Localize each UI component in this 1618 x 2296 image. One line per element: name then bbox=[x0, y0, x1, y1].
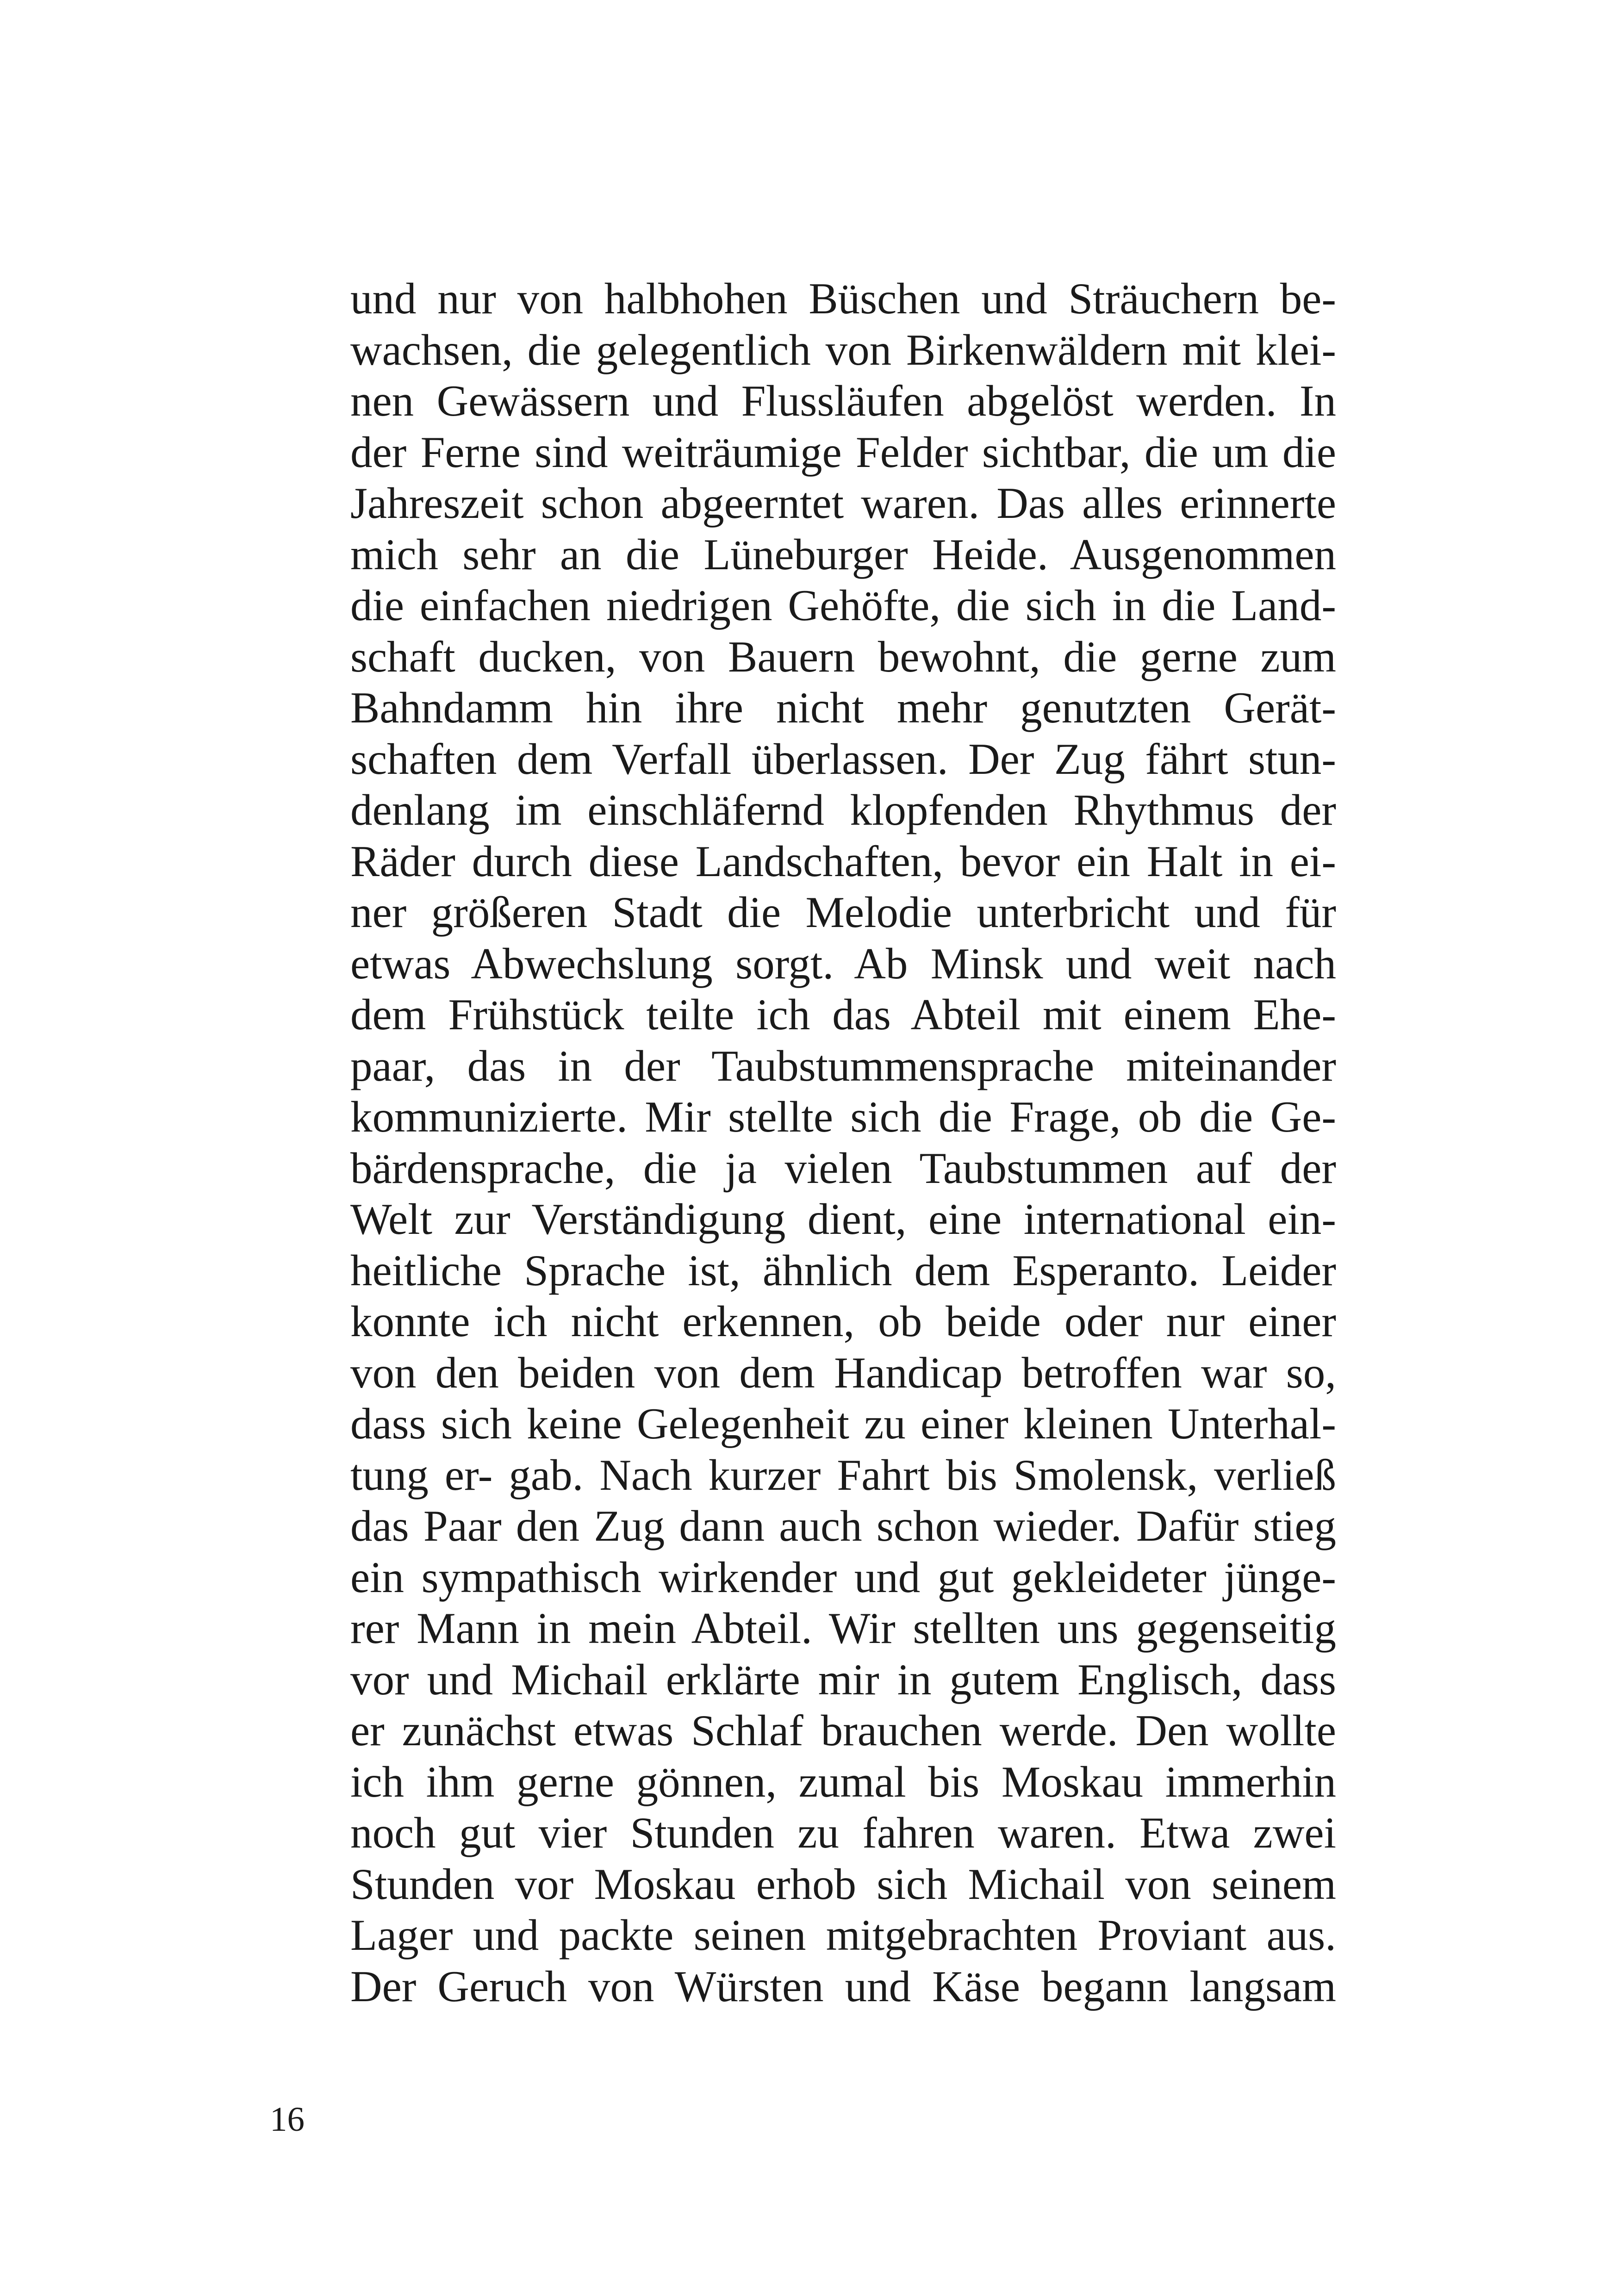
text-line: ein sympathisch wirkender und gut gekleideter jünge- bbox=[350, 1553, 1336, 1602]
text-line: mich sehr an die Lüneburger Heide. Ausgenommen bbox=[350, 530, 1336, 579]
text-line: kommunizierte. Mir stellte sich die Frage, ob die Ge- bbox=[350, 1092, 1336, 1141]
text-line: nen Gewässern und Flussläufen abgelöst werden. In bbox=[350, 376, 1336, 425]
text-line: dass sich keine Gelegenheit zu einer kleinen Unterhal- bbox=[350, 1399, 1336, 1448]
text-line: heitliche Sprache ist, ähnlich dem Esperanto. Leider bbox=[350, 1246, 1336, 1295]
text-line: tung er- gab. Nach kurzer Fahrt bis Smolensk, verließ bbox=[350, 1450, 1336, 1500]
text-line: das Paar den Zug dann auch schon wieder. Dafür stieg bbox=[350, 1501, 1336, 1550]
text-line: konnte ich nicht erkennen, ob beide oder nur einer bbox=[350, 1297, 1336, 1346]
text-line: Stunden vor Moskau erhob sich Michail von seinem bbox=[350, 1860, 1336, 1909]
text-line: noch gut vier Stunden zu fahren waren. Etwa zwei bbox=[350, 1808, 1336, 1857]
text-line: vor und Michail erklärte mir in gutem Englisch, dass bbox=[350, 1655, 1336, 1704]
text-line: bärdensprache, die ja vielen Taubstummen auf der bbox=[350, 1144, 1336, 1193]
text-line: der Ferne sind weiträumige Felder sichtbar, die um die bbox=[350, 428, 1336, 477]
text-line: Jahreszeit schon abgeerntet waren. Das alles erinnerte bbox=[350, 479, 1336, 528]
text-line: Der Geruch von Würsten und Käse begann langsam bbox=[350, 1962, 1336, 2011]
text-line: wachsen, die gelegentlich von Birkenwäldern mit klei- bbox=[350, 325, 1336, 374]
text-line: Bahndamm hin ihre nicht mehr genutzten Gerät- bbox=[350, 683, 1336, 732]
text-line: ich ihm gerne gönnen, zumal bis Moskau immerhin bbox=[350, 1757, 1336, 1806]
text-line: Welt zur Verständigung dient, eine international ein- bbox=[350, 1195, 1336, 1244]
text-line: rer Mann in mein Abteil. Wir stellten uns gegenseitig bbox=[350, 1604, 1336, 1653]
text-line: schaften dem Verfall überlassen. Der Zug fährt stun- bbox=[350, 734, 1336, 784]
text-line: schaft ducken, von Bauern bewohnt, die gerne zum bbox=[350, 632, 1336, 681]
page-number: 16 bbox=[270, 2100, 305, 2139]
text-line: etwas Abwechslung sorgt. Ab Minsk und weit nach bbox=[350, 939, 1336, 988]
text-line: ner größeren Stadt die Melodie unterbricht und für bbox=[350, 888, 1336, 937]
text-line: denlang im einschläfernd klopfenden Rhythmus der bbox=[350, 785, 1336, 834]
text-line: von den beiden von dem Handicap betroffen war so, bbox=[350, 1348, 1336, 1397]
text-line: und nur von halbhohen Büschen und Sträuchern be- bbox=[350, 274, 1336, 323]
text-line: die einfachen niedrigen Gehöfte, die sich in die Land- bbox=[350, 581, 1336, 630]
text-line: dem Frühstück teilte ich das Abteil mit einem Ehe- bbox=[350, 990, 1336, 1039]
text-line: Räder durch diese Landschaften, bevor ein Halt in ei- bbox=[350, 837, 1336, 886]
text-line: Lager und packte seinen mitgebrachten Proviant aus. bbox=[350, 1910, 1336, 1960]
text-line: er zunächst etwas Schlaf brauchen werde. Den wollte bbox=[350, 1706, 1336, 1755]
text-line: paar, das in der Taubstummensprache miteinander bbox=[350, 1041, 1336, 1090]
